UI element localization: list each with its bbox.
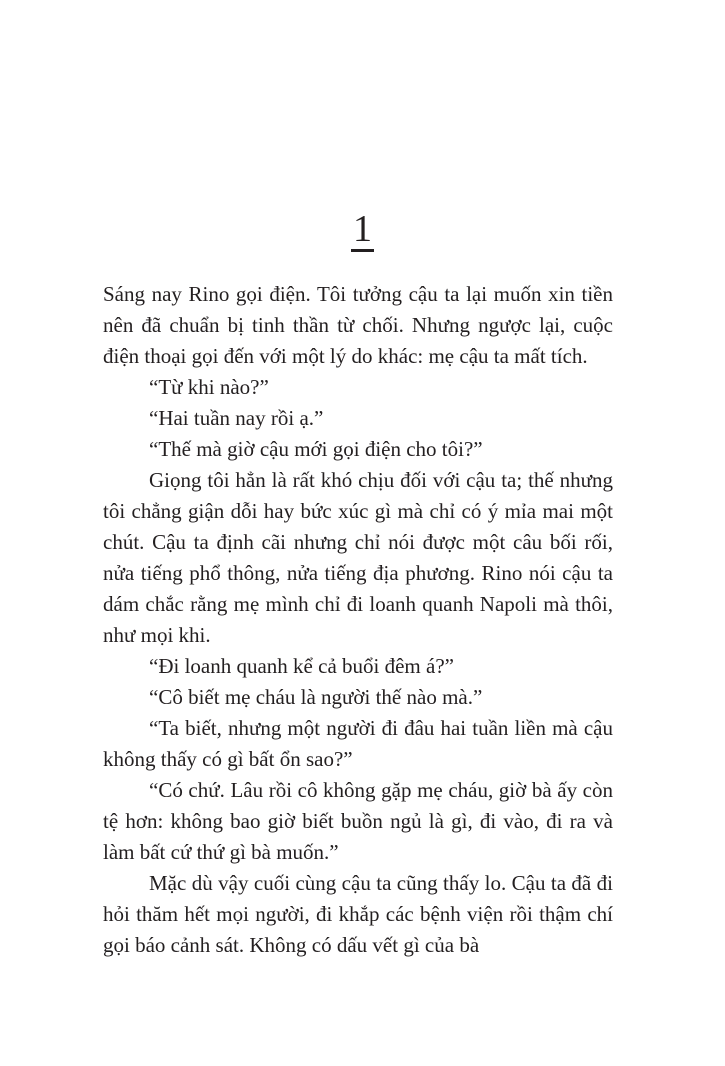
dialogue-line: “Có chứ. Lâu rồi cô không gặp mẹ cháu, giờ bà ấy còn tệ hơn: không bao giờ biết buồn ngủ là gì, đi vào, đi ra và làm bất cứ thứ gì bà muốn.” (103, 778, 613, 864)
dialogue-line: “Từ khi nào?” (149, 375, 269, 399)
paragraph-opening: Sáng nay Rino gọi điện. Tôi tưởng cậu ta lại muốn xin tiền nên đã chuẩn bị tinh thần từ chối. Nhưng ngược lại, cuộc điện thoại gọi đến với một lý do khác: mẹ cậu ta mất tích. (103, 282, 613, 368)
dialogue-line: “Cô biết mẹ cháu là người thế nào mà.” (149, 685, 483, 709)
chapter-number: 1 (353, 208, 372, 250)
dialogue-line: “Đi loanh quanh kể cả buổi đêm á?” (149, 654, 454, 678)
dialogue-line: “Ta biết, nhưng một người đi đâu hai tuần liền mà cậu không thấy có gì bất ổn sao?” (103, 716, 613, 771)
paragraph: Mặc dù vậy cuối cùng cậu ta cũng thấy lo. Cậu ta đã đi hỏi thăm hết mọi người, đi khắp các bệnh viện rồi thậm chí gọi báo cảnh sát. Không có dấu vết gì của bà (103, 871, 613, 957)
paragraph: Giọng tôi hẳn là rất khó chịu đối với cậu ta; thế nhưng tôi chẳng giận dỗi hay bức xúc gì mà chỉ có ý mỉa mai một chút. Cậu ta định cãi nhưng chỉ nói được một câu bối rối, nửa tiếng phổ thông, nửa tiếng địa phương. Rino nói cậu ta dám chắc rằng mẹ mình chỉ đi loanh quanh Napoli mà thôi, như mọi khi. (103, 468, 613, 647)
dialogue-line: “Thế mà giờ cậu mới gọi điện cho tôi?” (149, 437, 483, 461)
dialogue-line: “Hai tuần nay rồi ạ.” (149, 406, 324, 430)
chapter-heading (0, 205, 725, 253)
body-text (103, 279, 613, 961)
